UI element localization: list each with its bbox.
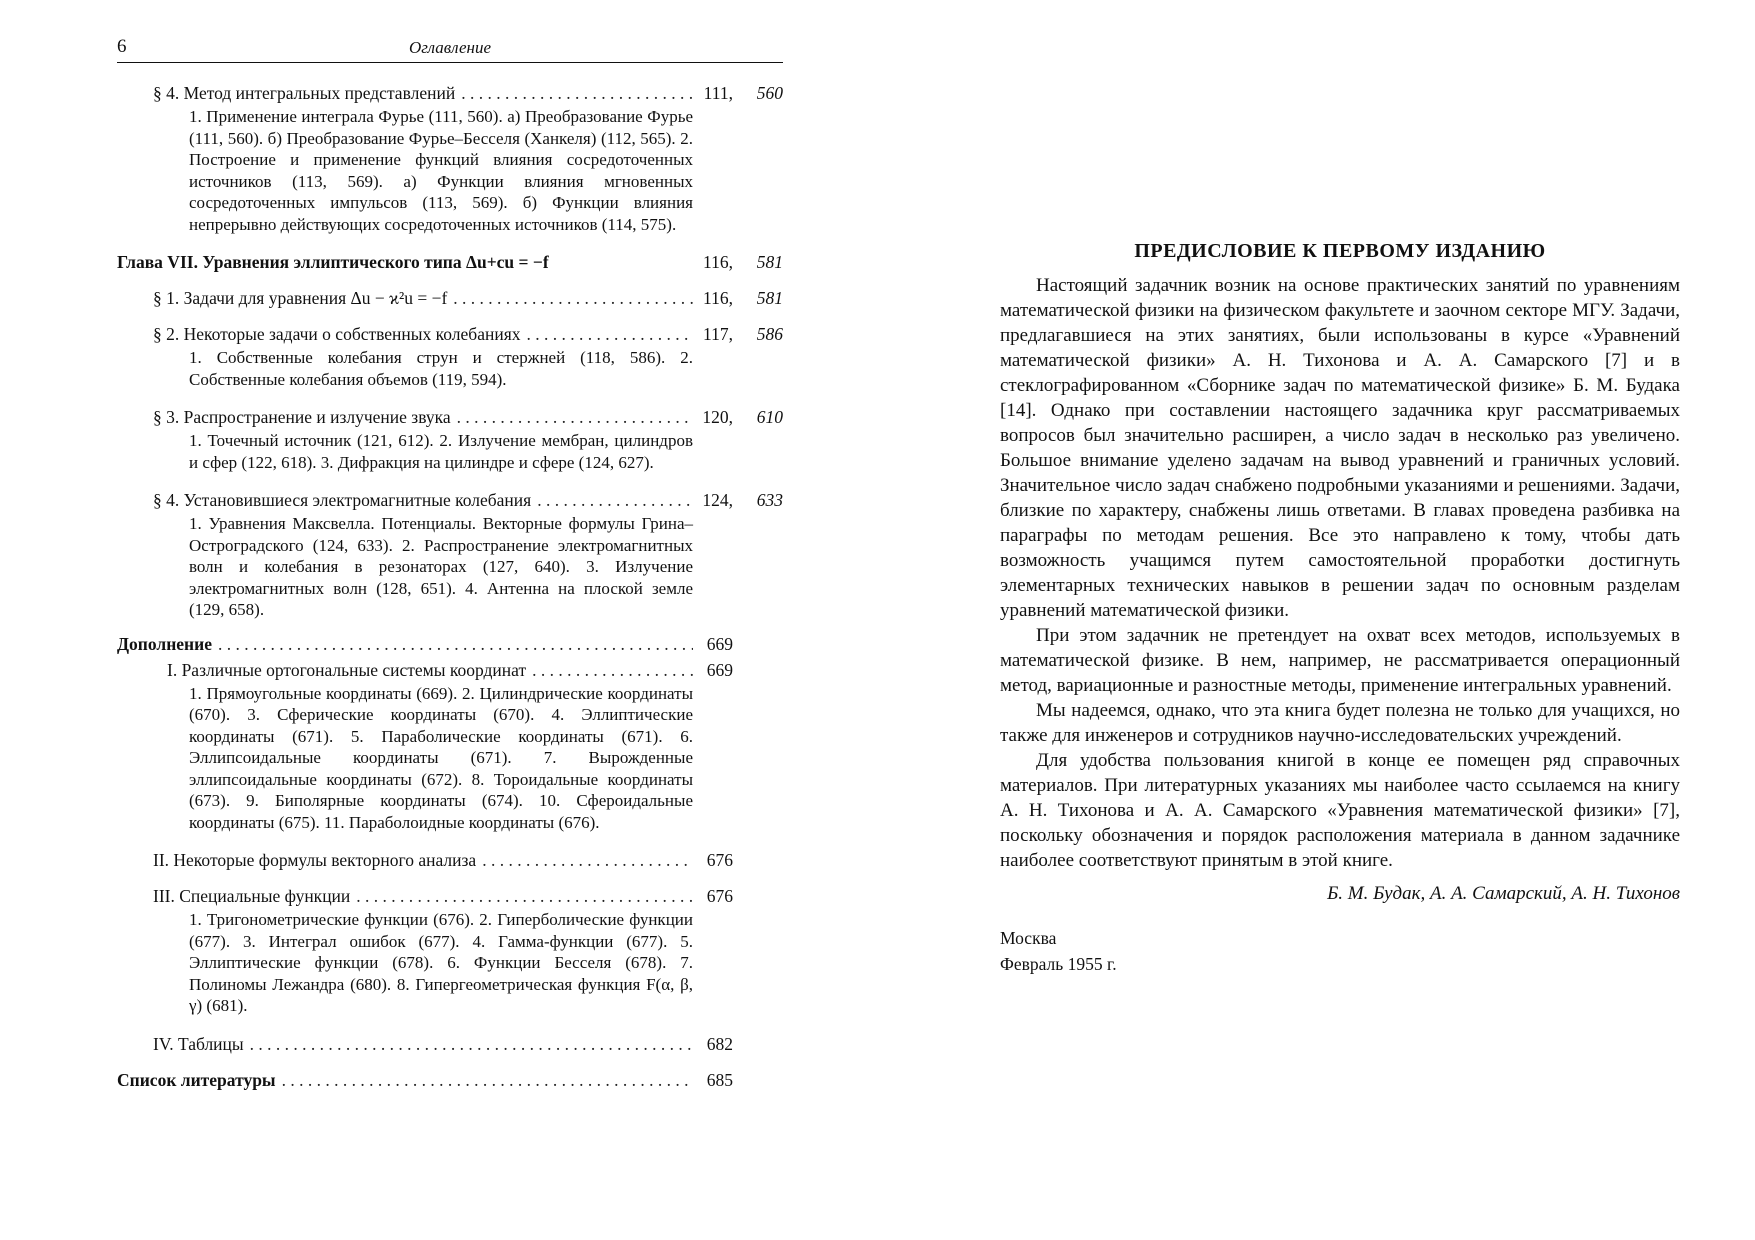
- leader-dots: [531, 487, 693, 513]
- toc-entry: [117, 847, 783, 873]
- running-title: Оглавление: [408, 38, 492, 57]
- toc-page: 117,: [703, 324, 733, 344]
- leader-dots: [212, 631, 693, 657]
- toc-entry-title: I. Различные ортогональные системы координат: [167, 659, 527, 680]
- toc-bibliography: [117, 1067, 783, 1093]
- toc-entry-description: 1. Тригонометрические функции (676). 2. Гиперболические функции (677). 3. Интеграл ошибок (677). 4. Гамма-функции (677). 5. Эллиптические функции (678). 6. Функции Бесселя (678). 7. Полиномы Лежандра (680). 8. Гипергеометрическая функция F(α, β, γ) (681).: [189, 910, 693, 1015]
- preface-paragraph: Для удобства пользования книгой в конце ее помещен ряд справочных материалов. При литературных указаниях мы наиболее часто ссылаемся на книгу А. Н. Тихонова и А. А. Самарского «Уравнения математической физики» [7], поскольку обозначения и порядок расположения материала в данном задачнике наиболее соответствуют принятым в этой книге.: [1000, 750, 1680, 871]
- authors-signature: Б. М. Будак, А. А. Самарский, А. Н. Тихонов: [1327, 883, 1680, 904]
- toc-answer-page: 581: [756, 288, 783, 308]
- toc-answer-page: 610: [756, 407, 783, 427]
- toc-entry-title: Глава VII. Уравнения эллиптического типа Δu+cu = −f: [117, 252, 549, 272]
- leader-dots: [455, 80, 693, 106]
- running-header: [117, 34, 783, 63]
- leader-dots: [244, 1031, 693, 1057]
- table-of-contents: [117, 80, 783, 1093]
- date: Февраль 1955 г.: [1000, 954, 1117, 974]
- toc-entry-description: 1. Собственные колебания струн и стержней (118, 586). 2. Собственные колебания объемов (119, 594).: [189, 348, 693, 389]
- toc-entry-title: Дополнение: [117, 633, 212, 654]
- toc-answer-page: 633: [756, 490, 783, 510]
- toc-entry-title: III. Специальные функции: [153, 886, 351, 906]
- leader-dots: [276, 1067, 693, 1093]
- toc-page: 124,: [702, 490, 733, 510]
- toc-page: 120,: [702, 407, 733, 427]
- toc-appendix: [117, 631, 783, 657]
- toc-entry: [117, 657, 783, 834]
- leader-dots: [447, 285, 693, 311]
- toc-entry-title: IV. Таблицы: [153, 1033, 244, 1054]
- leader-dots: [350, 883, 693, 909]
- toc-entry: [117, 285, 783, 311]
- place-and-date: [1000, 925, 1680, 977]
- toc-entry-description: 1. Применение интеграла Фурье (111, 560). а) Преобразование Фурье (111, 560). б) Преобразование Фурье–Бесселя (Ханкеля) (112, 565). 2. Построение и применение функций влияния сосредоточенных источников (113, 569). а) Функции влияния мгновенных сосредоточенных импульсов (113, 569). б) Функции влияния непрерывно действующих сосредоточенных источников (114, 575).: [189, 107, 693, 234]
- toc-entry-title: § 2. Некоторые задачи о собственных колебаниях: [153, 324, 521, 344]
- preface: [1000, 240, 1680, 977]
- toc-entry: [117, 404, 783, 473]
- toc-entry-title: § 4. Установившиеся электромагнитные колебания: [153, 490, 532, 510]
- toc-entry: [117, 321, 783, 390]
- preface-paragraph: Мы надеемся, однако, что эта книга будет полезна не только для учащихся, но также для инженеров и сотрудников научно-исследовательских учреждений.: [1000, 700, 1680, 746]
- toc-page: 669: [706, 659, 733, 680]
- toc-entry-title: § 3. Распространение и излучение звука: [153, 407, 451, 427]
- leader-dots: [476, 847, 693, 873]
- toc-page: 111,: [703, 83, 733, 103]
- toc-page: 676: [706, 850, 733, 870]
- leader-dots: [521, 321, 693, 347]
- preface-paragraph: При этом задачник не претендует на охват всех методов, используемых в математической физике. В нем, например, не рассматривается операционный метод, вариационные и разностные методы, применение интегральных уравнений.: [1000, 625, 1680, 696]
- toc-entry-title: § 1. Задачи для уравнения Δu − ϰ²u = −f: [153, 288, 448, 308]
- toc-answer-page: 586: [756, 324, 783, 344]
- preface-heading: ПРЕДИСЛОВИЕ К ПЕРВОМУ ИЗДАНИЮ: [1134, 240, 1546, 262]
- toc-entry: [117, 1031, 783, 1057]
- leader-dots: [451, 404, 693, 430]
- toc-page: 669: [706, 633, 733, 654]
- toc-entry-description: 1. Точечный источник (121, 612). 2. Излучение мембран, цилиндров и сфер (122, 618). 3. Дифракция на цилиндре и сфере (124, 627).: [189, 431, 693, 472]
- toc-entry-description: 1. Прямоугольные координаты (669). 2. Цилиндрические координаты (670). 3. Сферические координаты (670). 4. Эллиптические координаты (671). 5. Параболические координаты (671). 6. Эллипсоидальные координаты (671). 7. Вырожденные эллипсоидальные координаты (672). 8. Тороидальные координаты (673). 9. Биполярные координаты (674). 10. Сфероидальные координаты (675). 11. Параболоидные координаты (676).: [189, 683, 693, 832]
- toc-entry-title: Список литературы: [117, 1069, 276, 1090]
- leader-dots: [526, 657, 693, 683]
- toc-entry: [117, 883, 783, 1017]
- toc-entry: [117, 487, 783, 621]
- city: Москва: [1000, 928, 1057, 948]
- toc-answer-page: 560: [756, 83, 783, 103]
- toc-entry-description: 1. Уравнения Максвелла. Потенциалы. Векторные формулы Грина–Остроградского (124, 633). 2. Распространение электромагнитных волн и колебания в резонаторах (127, 640). 3. Излучение электромагнитных волн (128, 651). 4. Антенна на плоской земле (129, 658).: [189, 514, 693, 619]
- toc-page: 682: [706, 1033, 733, 1054]
- toc-answer-page: 581: [756, 252, 783, 272]
- toc-page: 116,: [703, 252, 733, 272]
- toc-entry: [117, 80, 783, 235]
- preface-paragraph: Настоящий задачник возник на основе практических занятий по уравнениям математической физики на физическом факультете и заочном секторе МГУ. Задачи, предлагавшиеся на этих занятиях, были использованы в курсе «Уравнений математической физики» А. Н. Тихонова и А. А. Самарского [7] и в стеклографированном «Сборнике задач по математической физике» Б. М. Будака [14]. Однако при составлении настоящего задачника круг рассматриваемых вопросов был значительно расширен, а число задач в несколько раз увеличено. Большое внимание уделено задачам на вывод уравнений и граничных условий. Значительное число задач снабжено подробными указаниями и решениями. Задачи, близкие по характеру, снабжены лишь ответами. В главах проведена разбивка на параграфы по методам решения. Все это направлено к тому, чтобы дать возможность учащимся путем самостоятельной проработки достигнуть элементарных технических навыков в решении задач по основным разделам уравнений математической физики.: [1000, 275, 1680, 621]
- toc-entry-title: § 4. Метод интегральных представлений: [153, 83, 456, 103]
- toc-page: 676: [706, 886, 733, 906]
- toc-entry-title: II. Некоторые формулы векторного анализа: [153, 850, 477, 870]
- toc-page: 116,: [703, 288, 733, 308]
- toc-chapter: [117, 249, 783, 275]
- toc-page: 685: [706, 1069, 733, 1090]
- page-number: 6: [117, 36, 127, 57]
